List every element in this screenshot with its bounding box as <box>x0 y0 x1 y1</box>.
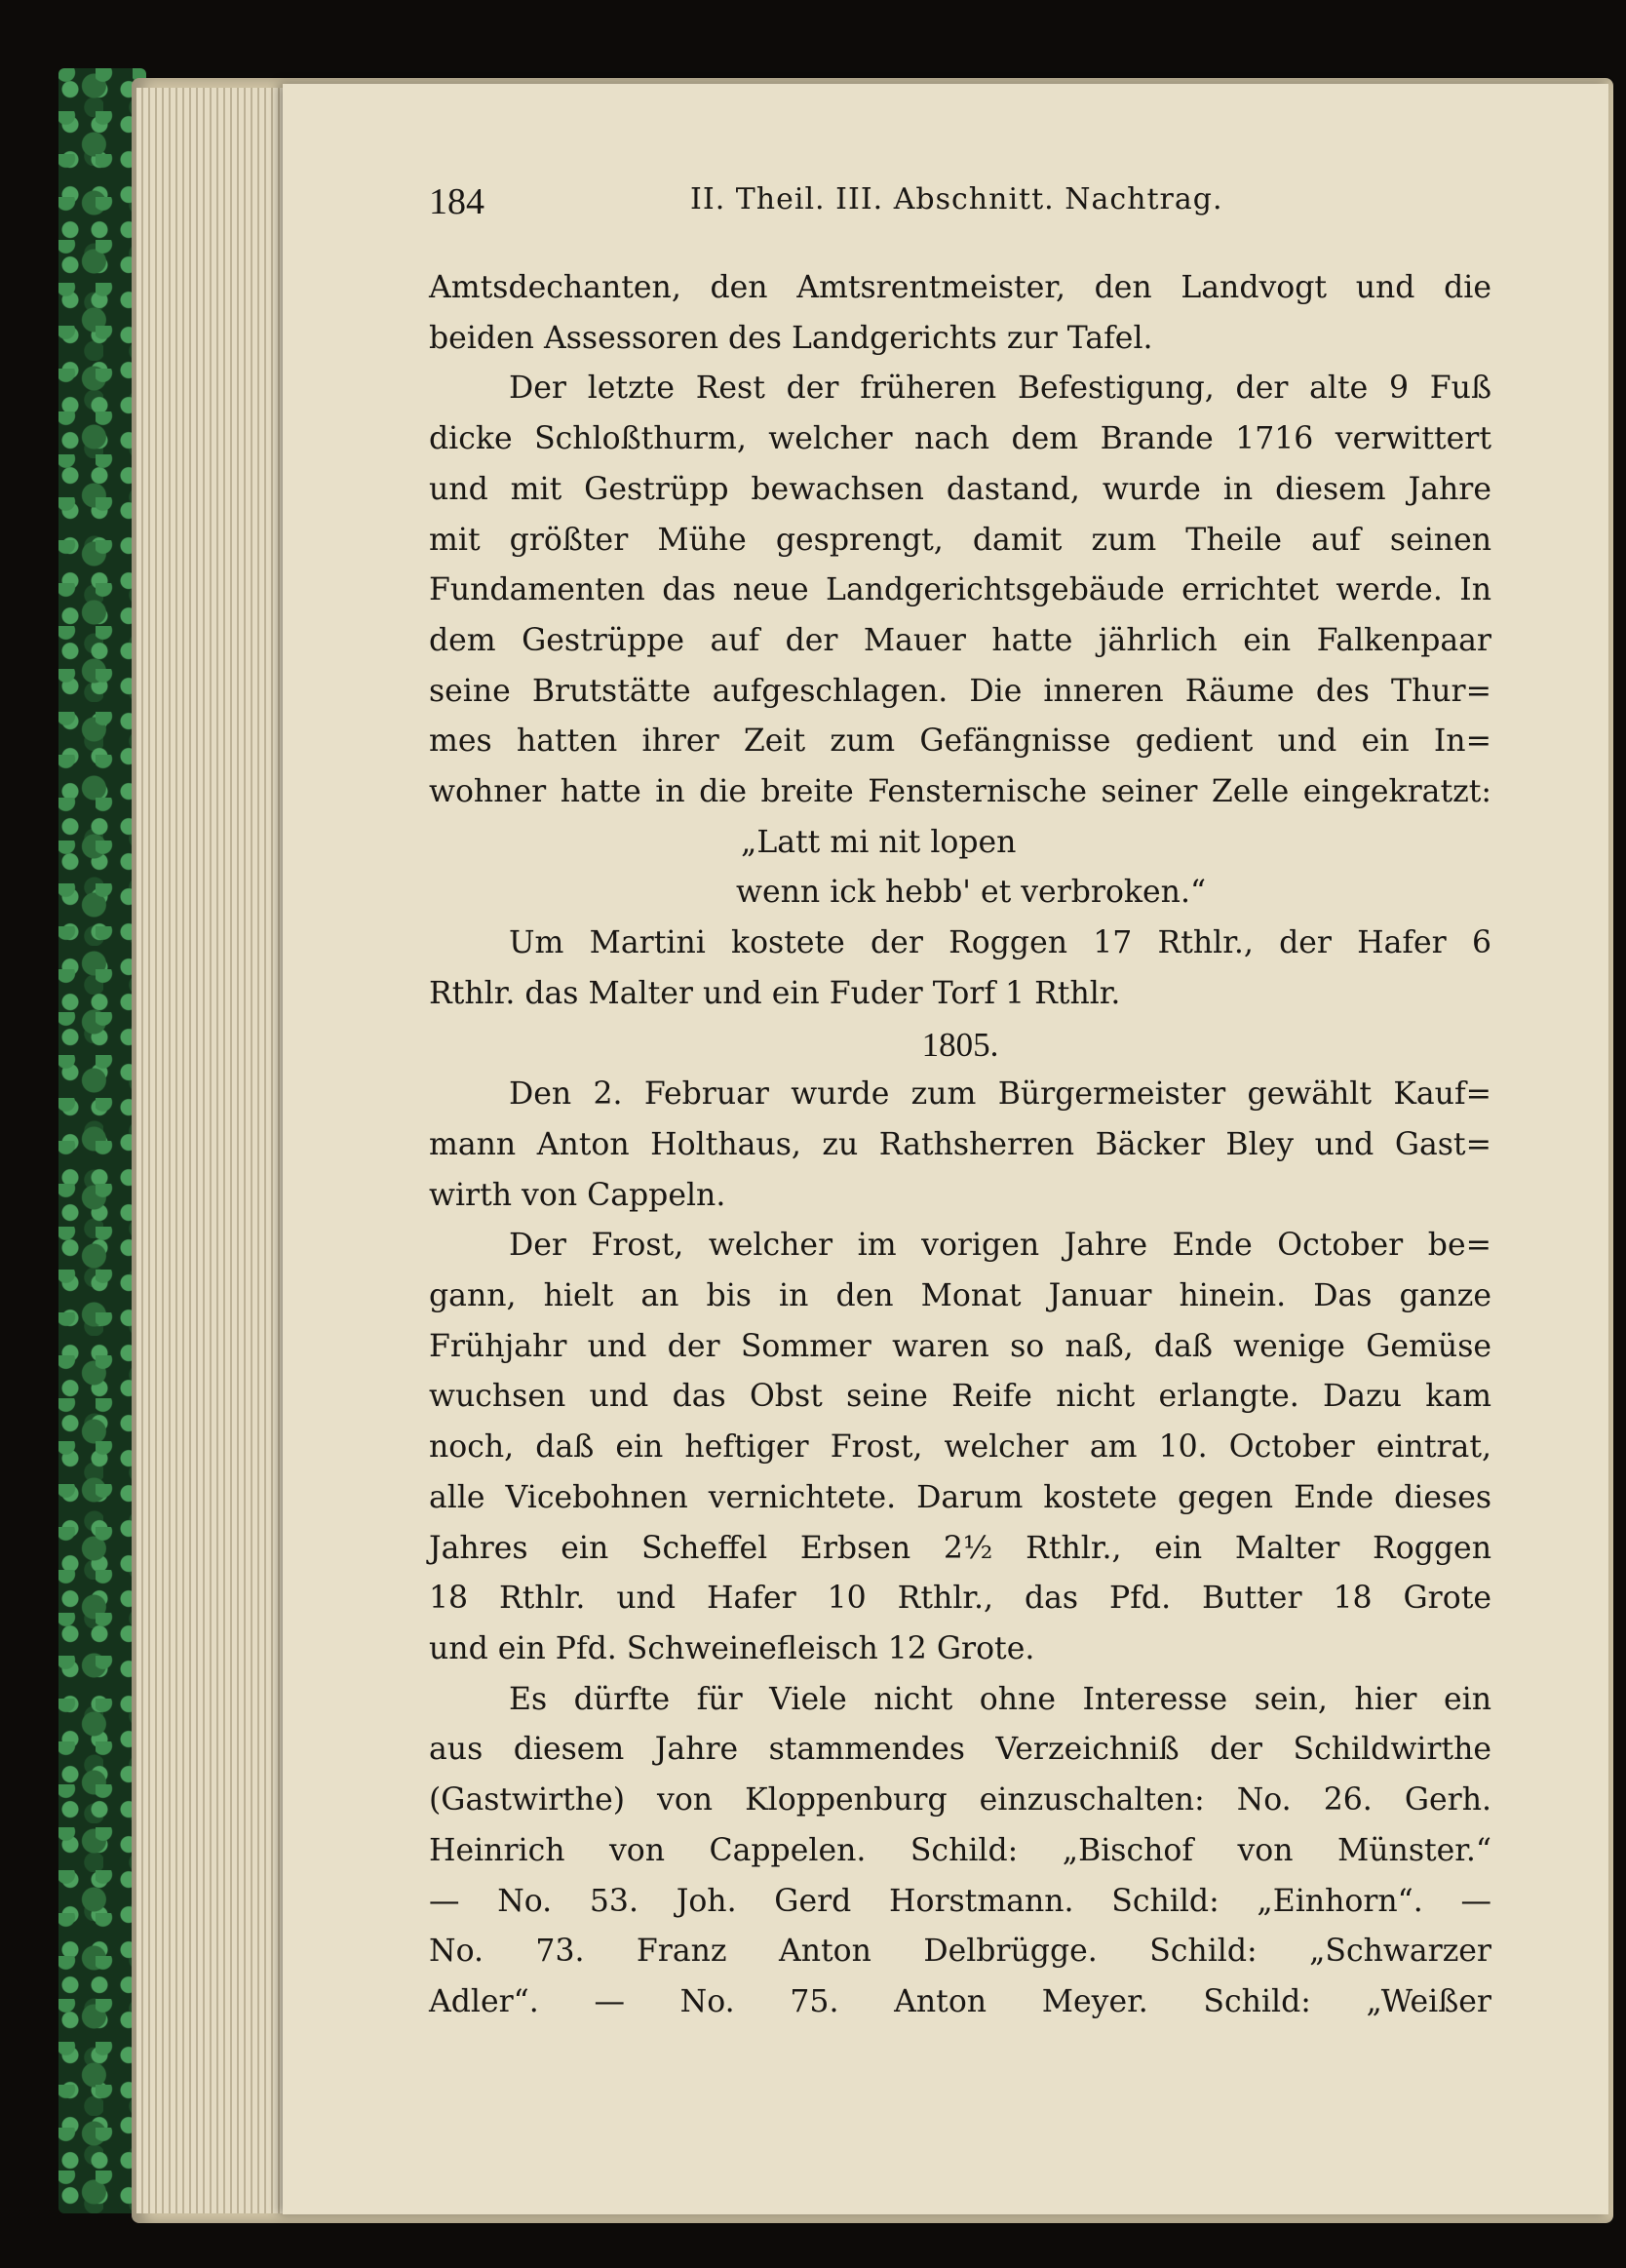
text-line: wuchsen und das Obst seine Reife nicht erlangte. Dazu kam <box>429 1379 1491 1415</box>
text-line: gann, hielt an bis in den Monat Januar hinein. Das ganze <box>429 1278 1491 1314</box>
page-number: 184 <box>429 181 484 222</box>
page-edges <box>136 88 307 2213</box>
verse-line: wenn ick hebb' et verbroken.“ <box>736 875 1207 911</box>
text-line: alle Vicebohnen vernichtete. Darum kostete gegen Ende dieses <box>429 1479 1491 1515</box>
text-line: wirth von Cappeln. <box>429 1177 726 1213</box>
paragraph <box>429 364 1491 817</box>
text-line: Rthlr. das Malter und ein Fuder Torf 1 Rthlr. <box>429 975 1121 1011</box>
text-line: Frühjahr und der Sommer waren so naß, daß wenige Gemüse <box>429 1328 1491 1364</box>
text-line: dicke Schloßthurm, welcher nach dem Brande 1716 verwittert <box>429 421 1491 457</box>
text-line: Es dürfte für Viele nicht ohne Interesse sein, hier ein <box>509 1681 1491 1717</box>
text-line: Den 2. Februar wurde zum Bürgermeister gewählt Kauf= <box>509 1076 1491 1113</box>
year-heading: 1805. <box>921 1025 999 1064</box>
text-line: seine Brutstätte aufgeschlagen. Die inneren Räume des Thur= <box>429 673 1491 709</box>
text-line: Der letzte Rest der früheren Befestigung, der alte 9 Fuß <box>509 371 1491 407</box>
text-line: beiden Assessoren des Landgerichts zur Tafel. <box>429 320 1153 356</box>
text-line: aus diesem Jahre stammendes Verzeichniß der Schildwirthe <box>429 1732 1491 1768</box>
text-line: (Gastwirthe) von Kloppenburg einzuschalten: No. 26. Gerh. <box>429 1782 1491 1818</box>
paragraph <box>429 919 1491 1019</box>
page-header <box>429 180 1238 239</box>
text-line: noch, daß ein heftiger Frost, welcher am 10. October eintrat, <box>429 1429 1491 1466</box>
text-line: Um Martini kostete der Roggen 17 Rthlr., der Hafer 6 <box>509 925 1491 961</box>
verse-line: „Latt mi nit lopen <box>741 824 1017 860</box>
text-line: und mit Gestrüpp bewachsen dastand, wurde in diesem Jahre <box>429 471 1491 507</box>
text-line: und ein Pfd. Schweinefleisch 12 Grote. <box>429 1630 1035 1666</box>
body-text <box>429 263 1491 2028</box>
paragraph <box>429 263 1491 364</box>
text-line: Amtsdechanten, den Amtsrentmeister, den Landvogt und die <box>429 270 1491 305</box>
text-line: Heinrich von Cappelen. Schild: „Bischof von Münster.“ <box>429 1832 1491 1868</box>
text-line: mes hatten ihrer Zeit zum Gefängnisse gedient und ein In= <box>429 723 1491 760</box>
text-line: Fundamenten das neue Landgerichtsgebäude errichtet werde. In <box>429 572 1491 608</box>
paragraph <box>429 1675 1491 2028</box>
paragraph <box>429 1070 1491 1221</box>
text-line: dem Gestrüppe auf der Mauer hatte jährlich ein Falkenpaar <box>429 622 1491 658</box>
text-line: 18 Rthlr. und Hafer 10 Rthlr., das Pfd. Butter 18 Grote <box>429 1581 1491 1617</box>
text-line: mit größter Mühe gesprengt, damit zum Theile auf seinen <box>429 522 1491 558</box>
text-line: mann Anton Holthaus, zu Rathsherren Bäcker Bley und Gast= <box>429 1126 1491 1162</box>
running-head: II. Theil. III. Abschnitt. Nachtrag. <box>690 182 1223 216</box>
text-line: Der Frost, welcher im vorigen Jahre Ende October be= <box>509 1228 1491 1264</box>
text-line: Adler“. — No. 75. Anton Meyer. Schild: „Weißer <box>429 1983 1491 2019</box>
text-line: Jahres ein Scheffel Erbsen 2½ Rthlr., ein Malter Roggen <box>429 1530 1491 1566</box>
text-line: — No. 53. Joh. Gerd Horstmann. Schild: „Einhorn“. — <box>429 1883 1491 1919</box>
text-line: No. 73. Franz Anton Delbrügge. Schild: „Schwarzer <box>429 1934 1491 1970</box>
paragraph <box>429 1221 1491 1674</box>
text-line: wohner hatte in die breite Fensternische seiner Zelle eingekratzt: <box>429 774 1491 810</box>
verse-quote <box>429 818 1491 919</box>
